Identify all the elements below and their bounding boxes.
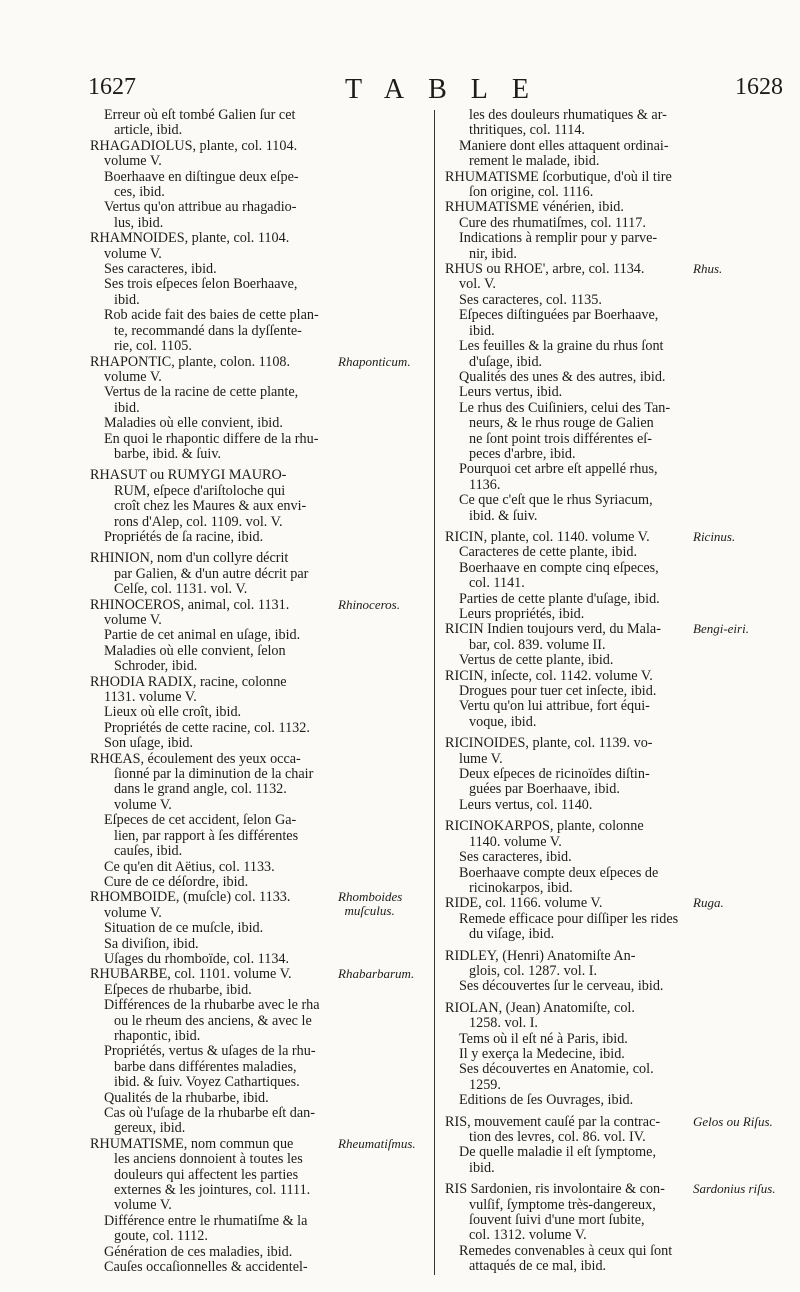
entry-line: ſionné par la diminution de la chair: [114, 766, 314, 783]
entry-line: Celſe, col. 1131. vol. V.: [114, 581, 248, 598]
entry-heading: RICIN, plante, col. 1140. volume V.: [445, 528, 650, 545]
margin-latin-name: Ruga.: [693, 895, 724, 911]
index-entry: [445, 819, 690, 896]
entry-line: Partie de cet animal en uſage, ibid.: [104, 627, 301, 644]
entry-line: Caracteres de cette plante, ibid.: [459, 544, 638, 561]
entry-heading: RIOLAN, (Jean) Anatomiſte, col.: [445, 999, 635, 1016]
entry-line: rons d'Alep, col. 1109. vol. V.: [114, 513, 283, 530]
entry-line: Différence entre le rhumatiſme & la: [104, 1212, 308, 1229]
index-entry: [445, 108, 690, 170]
index-entry: [90, 752, 330, 891]
index-entry: [445, 1001, 690, 1109]
index-entry: [445, 736, 690, 813]
entry-line: Situation de ce muſcle, ibid.: [104, 920, 264, 937]
entry-line: tion des levres, col. 86. vol. IV.: [469, 1129, 646, 1145]
entry-line: Sa diviſion, ibid.: [104, 935, 199, 952]
entry-line: Il y exerça la Medecine, ibid.: [459, 1045, 625, 1062]
entry-heading: RHUMATISME vénérien, ibid.: [445, 199, 624, 216]
entry-heading: RHUMATISME, nom commun que: [90, 1135, 294, 1152]
entry-line: Ses découvertes en Anatomie, col.: [459, 1061, 654, 1078]
entry-line: 1259.: [469, 1076, 501, 1093]
entry-line: Cauſes occaſionnelles & accidentel-: [104, 1259, 308, 1276]
entry-line: Eſpeces de cet accident, ſelon Ga-: [104, 812, 297, 829]
entry-line: Schroder, ibid.: [114, 658, 198, 675]
index-entry: [90, 889, 403, 967]
entry-line: Rob acide fait des baies de cette plan-: [104, 307, 319, 324]
entry-line: ibid.: [469, 322, 495, 339]
entry-heading: RHUMATISME ſcorbutique, d'où il tire: [445, 168, 672, 185]
entry-line: Ses caracteres, ibid.: [459, 849, 572, 866]
entry-line: neurs, & le rhus rouge de Galien: [469, 415, 654, 432]
entry-line: les anciens donnoient à toutes les: [114, 1151, 303, 1168]
margin-latin-name: Rhus.: [693, 261, 723, 277]
entry-line: Cure des rhumatiſmes, col. 1117.: [459, 214, 646, 231]
index-entry: [445, 1113, 773, 1177]
index-entry: [445, 621, 749, 669]
index-entry: [90, 231, 330, 354]
index-entry: [90, 596, 400, 675]
page-number-left: 1627: [88, 74, 136, 100]
index-entry: [90, 353, 411, 463]
index-entry: [90, 966, 415, 1137]
entry-heading: RHAPONTIC, plante, colon. 1108.: [90, 353, 291, 370]
entry-line: les des douleurs rhumatiques & ar-: [469, 107, 667, 123]
index-entry: [445, 170, 690, 201]
entry-heading: RHŒAS, écoulement des yeux occa-: [90, 750, 301, 767]
index-entry: [90, 108, 330, 139]
column-divider: [434, 110, 435, 1275]
entry-heading: RICIN Indien toujours verd, du Mala-: [445, 621, 661, 638]
entry-line: nir, ibid.: [469, 245, 517, 262]
entry-heading: RIS, mouvement cauſé par la contrac-: [445, 1113, 661, 1130]
entry-line: Drogues pour tuer cet inſecte, ibid.: [459, 683, 657, 700]
entry-line: cauſes, ibid.: [114, 843, 183, 860]
entry-line: ibid.: [469, 1159, 495, 1176]
entry-line: voque, ibid.: [469, 713, 537, 730]
index-entry: [90, 675, 330, 752]
entry-line: 1131. volume V.: [104, 689, 197, 706]
entry-line: Eſpeces de rhubarbe, ibid.: [104, 981, 252, 998]
entry-line: volume V.: [104, 245, 162, 262]
entry-line: Ses caracteres, ibid.: [104, 261, 217, 278]
entry-line: 1136.: [469, 476, 501, 493]
index-entry: [445, 1181, 776, 1275]
entry-line: 1140. volume V.: [469, 833, 562, 850]
entry-line: ibid.: [114, 291, 140, 308]
entry-line: Génération de ces maladies, ibid.: [104, 1243, 293, 1260]
margin-latin-name: Rheumatiſmus.: [338, 1135, 416, 1151]
entry-heading: RIS Sardonien, ris involontaire & con-: [445, 1181, 665, 1198]
entry-line: ou le rheum des anciens, & avec le: [114, 1012, 312, 1029]
index-entry: [90, 468, 330, 545]
entry-line: 1258. vol. I.: [469, 1015, 538, 1032]
entry-line: Editions de ſes Ouvrages, ibid.: [459, 1092, 634, 1109]
entry-line: vol. V.: [459, 276, 496, 293]
index-entry: [90, 1135, 416, 1276]
margin-latin-name: Ricinus.: [693, 528, 736, 544]
entry-line: Boerhaave compte deux eſpeces de: [459, 864, 659, 881]
entry-line: ricinokarpos, ibid.: [469, 879, 573, 896]
entry-heading: RICIN, inſecte, col. 1142. volume V.: [445, 667, 653, 684]
entry-heading: RHINOCEROS, animal, col. 1131.: [90, 596, 290, 613]
entry-line: guées par Boerhaave, ibid.: [469, 781, 620, 798]
entry-line: peces d'arbre, ibid.: [469, 445, 576, 462]
margin-latin-name: Gelos ou Riſus.: [693, 1113, 773, 1129]
entry-heading: RHODIA RADIX, racine, colonne: [90, 673, 287, 690]
entry-line: ibid. & ſuiv. Voyez Cathartiques.: [114, 1074, 300, 1091]
entry-line: Uſages du rhomboïde, col. 1134.: [104, 950, 290, 967]
entry-line: Cure de ce déſordre, ibid.: [104, 873, 249, 890]
entry-heading: RHASUT ou RUMYGI MAURO-: [90, 467, 287, 484]
entry-line: Lieux où elle croît, ibid.: [104, 704, 242, 721]
entry-line: ibid.: [114, 399, 140, 416]
entry-line: Tems où il eſt né à Paris, ibid.: [459, 1030, 628, 1047]
margin-latin-name: Sardonius riſus.: [693, 1181, 776, 1197]
entry-line: thritiques, col. 1114.: [469, 122, 585, 139]
index-column-right: [445, 107, 776, 1275]
entry-line: Eſpeces diſtinguées par Boerhaave,: [459, 307, 659, 324]
entry-line: rie, col. 1105.: [114, 338, 192, 355]
entry-line: Qualités des unes & des autres, ibid.: [459, 368, 666, 385]
entry-line: ces, ibid.: [114, 184, 165, 201]
entry-heading: RICINOIDES, plante, col. 1139. vo-: [445, 735, 653, 752]
index-entry: [445, 528, 736, 622]
index-column-left: [90, 107, 416, 1276]
entry-line: barbe, ibid. & ſuiv.: [114, 445, 222, 462]
entry-line: Ses trois eſpeces ſelon Boerhaave,: [104, 276, 298, 293]
entry-line: col. 1312. volume V.: [469, 1227, 587, 1244]
entry-line: De quelle maladie il eſt ſymptome,: [459, 1144, 656, 1161]
entry-line: rement le malade, ibid.: [469, 153, 600, 170]
index-entry: [445, 895, 724, 943]
entry-line: volume V.: [104, 904, 162, 921]
entry-line: Parties de cette plante d'uſage, ibid.: [459, 590, 660, 607]
entry-line: Ce qu'en dit Aëtius, col. 1133.: [104, 858, 275, 875]
entry-line: Indications à remplir pour y parve-: [459, 230, 658, 247]
entry-line: attaqués de ce mal, ibid.: [469, 1258, 607, 1275]
index-entry: [90, 139, 330, 231]
entry-line: Propriétés de ſa racine, ibid.: [104, 528, 264, 545]
entry-line: volume V.: [104, 612, 162, 628]
margin-latin-name: Rhinoceros.: [338, 596, 400, 612]
entry-line: Vertus de cette plante, ibid.: [459, 652, 614, 669]
entry-heading: RIDE, col. 1166. volume V.: [445, 895, 603, 912]
entry-heading: RIDLEY, (Henri) Anatomiſte An-: [445, 947, 636, 964]
entry-line: goute, col. 1112.: [114, 1228, 208, 1245]
entry-line: croît chez les Maures & aux envi-: [114, 498, 307, 515]
entry-line: volume V.: [114, 1197, 172, 1214]
page-header: [0, 74, 800, 108]
entry-line: lien, par rapport à ſes différentes: [114, 827, 299, 844]
entry-line: Ce que c'eſt que le rhus Syriacum,: [459, 492, 653, 509]
entry-line: Boerhaave en compte cinq eſpeces,: [459, 559, 659, 576]
entry-heading: RHAMNOIDES, plante, col. 1104.: [90, 230, 290, 247]
margin-latin-name: Rhabarbarum.: [338, 966, 415, 982]
entry-line: Les feuilles & la graine du rhus ſont: [459, 338, 664, 355]
entry-line: Pourquoi cet arbre eſt appellé rhus,: [459, 461, 658, 478]
entry-line: rhapontic, ibid.: [114, 1027, 201, 1044]
entry-line: Propriétés, vertus & uſages de la rhu-: [104, 1043, 316, 1060]
entry-line: du viſage, ibid.: [469, 926, 555, 943]
entry-line: douleurs qui affectent les parties: [114, 1166, 299, 1183]
entry-line: Vertus qu'on attribue au rhagadio-: [104, 199, 297, 216]
entry-line: col. 1141.: [469, 575, 525, 592]
index-entry: [445, 200, 690, 262]
entry-line: En quoi le rhapontic differe de la rhu-: [104, 430, 319, 447]
entry-heading: RHAGADIOLUS, plante, col. 1104.: [90, 137, 298, 154]
entry-line: volume V.: [104, 153, 162, 170]
entry-line: gereux, ibid.: [114, 1120, 186, 1137]
entry-line: glois, col. 1287. vol. I.: [469, 962, 598, 979]
page-title: TABLE: [345, 74, 553, 105]
entry-line: RUM, eſpece d'ariſtoloche qui: [114, 482, 286, 499]
entry-heading: RHUBARBE, col. 1101. volume V.: [90, 966, 292, 983]
entry-line: Différences de la rhubarbe avec le rha: [104, 997, 320, 1014]
entry-line: te, recommandé dans la dyſſente-: [114, 322, 302, 339]
entry-line: bar, col. 839. volume II.: [469, 636, 606, 653]
entry-line: Remedes convenables à ceux qui ſont: [459, 1242, 673, 1259]
entry-line: Erreur où eſt tombé Galien ſur cet: [104, 107, 296, 123]
index-entry: [90, 551, 330, 597]
entry-line: ſouvent ſuivi d'une mort ſubite,: [469, 1212, 645, 1229]
entry-line: Maladies où elle convient, ſelon: [104, 642, 286, 659]
entry-line: vulſif, ſymptome très-dangereux,: [469, 1196, 656, 1213]
entry-line: Leurs vertus, ibid.: [459, 384, 563, 401]
index-entry: [445, 669, 690, 731]
entry-line: dans le grand angle, col. 1132.: [114, 781, 287, 798]
index-entry: [445, 949, 690, 995]
margin-latin-name: Rhaponticum.: [338, 353, 411, 369]
entry-line: Ses caracteres, col. 1135.: [459, 291, 602, 308]
index-entry: [445, 261, 723, 524]
entry-heading: RICINOKARPOS, plante, colonne: [445, 818, 644, 835]
entry-line: par Galien, & d'un autre décrit par: [114, 565, 309, 582]
entry-line: Boerhaave en diſtingue deux eſpe-: [104, 168, 299, 185]
entry-line: lus, ibid.: [114, 214, 164, 231]
entry-line: Ses découvertes ſur le cerveau, ibid.: [459, 978, 664, 995]
entry-line: Vertu qu'on lui attribue, fort équi-: [459, 698, 650, 715]
entry-line: lume V.: [459, 750, 503, 767]
entry-line: Remede efficace pour diſſiper les rides: [459, 910, 679, 927]
entry-line: Leurs vertus, col. 1140.: [459, 796, 593, 813]
entry-line: externes & les jointures, col. 1111.: [114, 1182, 311, 1199]
entry-line: barbe dans différentes maladies,: [114, 1058, 297, 1075]
margin-latin-name: Rhomboides muſculus.: [338, 889, 403, 919]
entry-line: Leurs propriétés, ibid.: [459, 606, 585, 622]
entry-line: Propriétés de cette racine, col. 1132.: [104, 719, 310, 736]
entry-line: ibid. & ſuiv.: [469, 507, 538, 524]
entry-line: volume V.: [104, 368, 162, 385]
entry-line: Cas où l'uſage de la rhubarbe eſt dan-: [104, 1105, 315, 1121]
entry-line: volume V.: [114, 796, 172, 813]
page-number-right: 1628: [735, 74, 783, 100]
entry-line: Deux eſpeces de ricinoïdes diſtin-: [459, 766, 650, 783]
entry-line: Le rhus des Cuiſiniers, celui des Tan-: [459, 399, 671, 416]
entry-heading: RHINION, nom d'un collyre décrit: [90, 550, 289, 567]
margin-latin-name: Bengi-eiri.: [693, 621, 749, 637]
entry-line: ne ſont point trois différentes eſ-: [469, 430, 652, 447]
entry-line: article, ibid.: [114, 122, 183, 139]
entry-line: Qualités de la rhubarbe, ibid.: [104, 1089, 269, 1106]
entry-line: Maniere dont elles attaquent ordinai-: [459, 137, 669, 154]
entry-line: ſon origine, col. 1116.: [469, 184, 594, 201]
entry-line: d'uſage, ibid.: [469, 353, 543, 370]
entry-heading: RHOMBOIDE, (muſcle) col. 1133.: [90, 889, 291, 906]
entry-line: Son uſage, ibid.: [104, 735, 194, 752]
entry-line: Maladies où elle convient, ibid.: [104, 415, 283, 432]
entry-line: Vertus de la racine de cette plante,: [104, 384, 299, 401]
entry-heading: RHUS ou RHOE', arbre, col. 1134.: [445, 261, 645, 278]
